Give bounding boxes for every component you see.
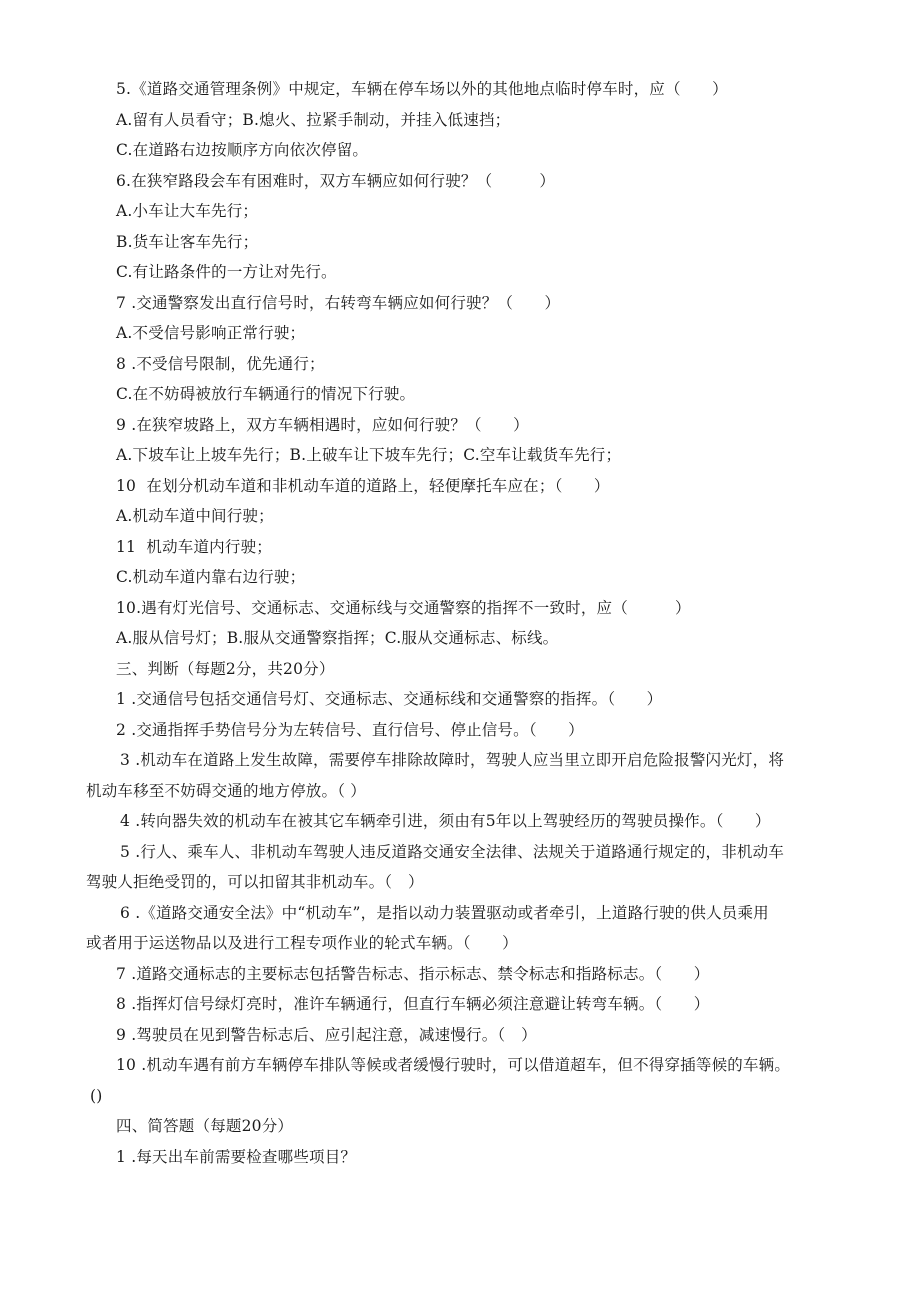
- question-7-option-a: A.不受信号影响正常行驶；: [116, 324, 306, 342]
- judge-4: 4 .转向器失效的机动车在被其它车辆牵引进，须由有5年以上驾驶经历的驾驶员操作。（ ）: [120, 812, 771, 830]
- judge-6-line-2: 或者用于运送物品以及进行工程专项作业的轮式车辆。（ ）: [86, 934, 518, 952]
- question-9: 9 .在狭窄坡路上，双方车辆相遇时，应如何行驶？（ ）: [116, 416, 529, 434]
- question-5-options-ab: A.留有人员看守；B.熄火、拉紧手制动，并挂入低速挡；: [116, 111, 511, 129]
- judge-9: 9 .驾驶员在见到警告标志后、应引起注意，减速慢行。（ ）: [116, 1026, 537, 1044]
- question-10a-option-c: C.机动车道内靠右边行驶；: [116, 568, 306, 586]
- judge-6-line-1: 6 .《道路交通安全法》中“机动车”，是指以动力装置驱动或者牵引，上道路行驶的供人员乘用: [120, 904, 769, 922]
- question-5-option-c: C.在道路右边按顺序方向依次停留。: [116, 141, 369, 159]
- judge-2: 2 .交通指挥手势信号分为左转信号、直行信号、停止信号。（ ）: [116, 721, 584, 739]
- question-7: 7 .交通警察发出直行信号时，右转弯车辆应如何行驶？（ ）: [116, 294, 561, 312]
- judge-1: 1 .交通信号包括交通信号灯、交通标志、交通标线和交通警察的指挥。（ ）: [116, 690, 663, 708]
- section-4-heading: 四、简答题（每题20分）: [116, 1117, 294, 1135]
- question-6: 6.在狭窄路段会车有困难时，双方车辆应如何行驶？（ ）: [116, 172, 556, 190]
- question-6-option-b: B.货车让客车先行；: [116, 233, 259, 251]
- question-10b: 10.遇有灯光信号、交通标志、交通标线与交通警察的指挥不一致时，应（ ）: [116, 599, 691, 617]
- question-7-option-c: C.在不妨碍被放行车辆通行的情况下行驶。: [116, 385, 416, 403]
- question-6-option-c: C.有让路条件的一方让对先行。: [116, 263, 337, 281]
- short-answer-1: 1 .每天出车前需要检查哪些项目？: [116, 1148, 357, 1166]
- question-6-option-a: A.小车让大车先行；: [116, 202, 259, 220]
- judge-10-line-2: (): [90, 1087, 103, 1105]
- question-10b-options: A.服从信号灯；B.服从交通警察指挥；C.服从交通标志、标线。: [116, 629, 559, 647]
- question-7-option-b: 8 .不受信号限制，优先通行；: [116, 355, 325, 373]
- section-3-heading: 三、判断（每题2分，共20分）: [116, 660, 335, 678]
- judge-7: 7 .道路交通标志的主要标志包括警告标志、指示标志、禁令标志和指路标志。（ ）: [116, 965, 710, 983]
- judge-5-line-1: 5 .行人、乘车人、非机动车驾驶人违反道路交通安全法律、法规关于道路通行规定的，非机动车: [120, 843, 785, 861]
- question-5: 5.《道路交通管理条例》中规定，车辆在停车场以外的其他地点临时停车时，应（ ）: [116, 80, 728, 98]
- judge-10-line-1: 10 .机动车遇有前方车辆停车排队等候或者缓慢行驶时，可以借道超车，但不得穿插等候的车辆。: [116, 1056, 791, 1074]
- question-10a: 10 在划分机动车道和非机动车道的道路上，轻便摩托车应在；（ ）: [116, 477, 610, 495]
- question-9-options: A.下坡车让上坡车先行；B.上破车让下坡车先行；C.空车让载货车先行；: [116, 446, 622, 464]
- judge-8: 8 .指挥灯信号绿灯亮时，准许车辆通行，但直行车辆必须注意避让转弯车辆。（ ）: [116, 995, 710, 1013]
- judge-3-line-2: 机动车移至不妨碍交通的地方停放。（ ）: [86, 782, 366, 800]
- judge-3-line-1: 3 .机动车在道路上发生故障，需要停车排除故障时，驾驶人应当里立即开启危险报警闪光灯，将: [120, 751, 785, 769]
- judge-5-line-2: 驾驶人拒绝受罚的，可以扣留其非机动车。（ ）: [86, 873, 424, 891]
- question-10a-option-a: A.机动车道中间行驶；: [116, 507, 274, 525]
- question-10a-option-b: 11 机动车道内行驶；: [116, 538, 272, 556]
